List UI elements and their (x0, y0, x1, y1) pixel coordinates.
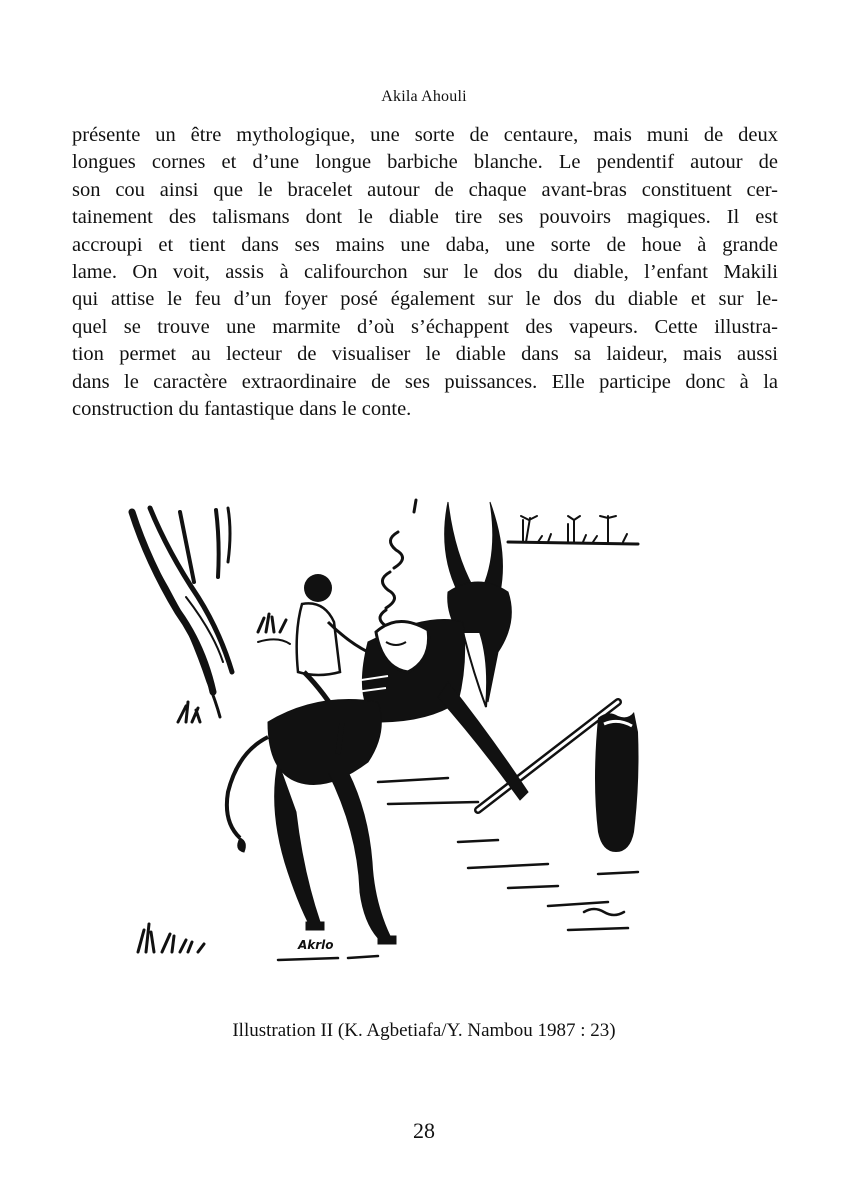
paragraph-line: qui attise le feu d’un foyer posé également sur le dos du diable et sur le- (72, 288, 778, 311)
paragraph-line: tainement des talismans dont le diable tire ses pouvoirs magiques. Il est (72, 206, 778, 229)
paragraph-line: quel se trouve une marmite d’où s’échappent des vapeurs. Cette illustra- (72, 315, 778, 338)
paragraph-line: tion permet au lecteur de visualiser le diable dans sa laideur, mais aussi (72, 343, 778, 366)
paragraph-line: construction du fantastique dans le conte. (72, 398, 412, 421)
artist-signature: Akrlo (298, 938, 334, 952)
grass (138, 614, 290, 952)
devil-centaur (227, 502, 528, 944)
paragraph-line: son cou ainsi que le bracelet autour de chaque avant-bras constituent cer- (72, 178, 778, 201)
daba-hoe (478, 702, 639, 852)
illustration-drawing (128, 492, 648, 972)
ground-marks (278, 778, 638, 960)
paragraph-line: présente un être mythologique, une sorte de centaure, mais muni de deux (72, 124, 778, 146)
illustration-devil-centaur (128, 492, 648, 972)
body-paragraph (72, 122, 778, 423)
tree (132, 508, 232, 717)
page-number: 28 (413, 1118, 435, 1143)
paragraph-line: accroupi et tient dans ses mains une daba, une sorte de houe à grande (72, 233, 778, 256)
paragraph-line: dans le caractère extraordinaire de ses puissances. Elle participe donc à la (72, 370, 778, 393)
paragraph-line: lame. On voit, assis à califourchon sur le dos du diable, l’enfant Makili (72, 261, 778, 284)
running-header: Akila Ahouli (381, 88, 467, 105)
steam (380, 500, 416, 626)
figure-caption: Illustration II (K. Agbetiafa/Y. Nambou 1987 : 23) (232, 1020, 616, 1041)
horizon-vegetation (508, 516, 638, 544)
paragraph-line: longues cornes et d’une longue barbiche blanche. Le pendentif autour de (72, 151, 778, 174)
